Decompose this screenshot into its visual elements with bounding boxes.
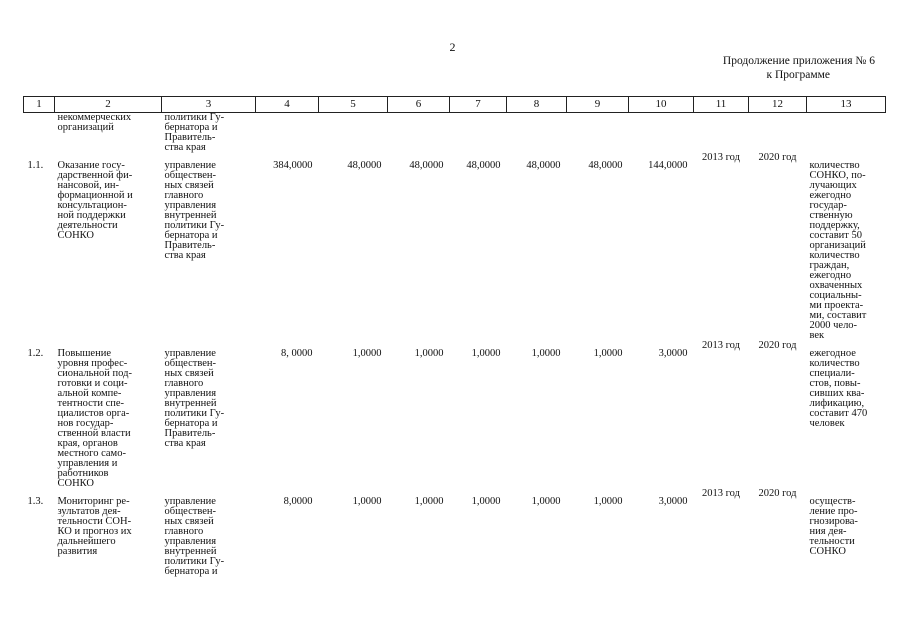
header-cell: 5 (319, 97, 388, 113)
value-2014: 1,0000 (414, 496, 444, 507)
start-year: 2013 год (702, 488, 740, 499)
header-cell: 2 (55, 97, 162, 113)
value-2017: 48,0000 (588, 160, 623, 171)
value-2017: 1,0000 (593, 496, 623, 507)
value-2014: 1,0000 (414, 348, 444, 359)
value-2016: 1,0000 (531, 496, 561, 507)
header-cell: 9 (567, 97, 629, 113)
expected-result: осуществ- ление про- гнозирова- ния дея- тельности СОНКО (809, 496, 858, 557)
table-row (24, 153, 886, 341)
start-year: 2013 год (702, 152, 740, 163)
header-cell: 12 (749, 97, 807, 113)
header-cell: 3 (162, 97, 256, 113)
value-2018-2020: 3,0000 (658, 496, 688, 507)
item-executor: управление обществен- ных связей главного управления внутренней политики Гу- бернатора и Правитель- ства края (164, 160, 225, 261)
item-executor: управление обществен- ных связей главного управления внутренней политики Гу- бернатора и (164, 496, 225, 577)
item-executor: управление обществен- ных связей главного управления внутренней политики Гу- бернатора и Правитель- ства края (164, 348, 225, 449)
continuation-executor: политики Гу- бернатора и Правитель- ства края (164, 112, 225, 153)
header-cell: 1 (24, 97, 55, 113)
expected-result: количество СОНКО, по- лучающих ежегодно государ- ственную поддержку, составит 50 организаций количество граждан, ежегодно охваченных социальны- ми проекта- ми, составит 2000 чело- век (809, 160, 867, 341)
value-2015: 1,0000 (471, 496, 501, 507)
row-number: 1.2. (27, 348, 44, 359)
header-cell: 11 (694, 97, 749, 113)
header-cell: 7 (450, 97, 507, 113)
value-2015: 1,0000 (471, 348, 501, 359)
end-year: 2020 год (758, 340, 797, 351)
appendix-line-1: Продолжение приложения № 6 (722, 55, 875, 67)
value-2014: 48,0000 (409, 160, 444, 171)
table-row (24, 341, 886, 489)
header-cell: 10 (629, 97, 694, 113)
item-name: Оказание госу- дарственной фи- нансовой, ин- формационной и консультацион- ной поддержки деятельности СОНКО (57, 160, 133, 241)
value-total: 8,0000 (283, 496, 313, 507)
end-year: 2020 год (758, 488, 797, 499)
value-2018-2020: 144,0000 (648, 160, 688, 171)
value-2015: 48,0000 (466, 160, 501, 171)
end-year: 2020 год (758, 152, 797, 163)
header-cell: 8 (507, 97, 567, 113)
item-name: Мониторинг ре- зультатов дея- тельности СОН- КО и прогноз их дальнейшего развития (57, 496, 132, 557)
table-row (24, 489, 886, 577)
program-table (23, 96, 886, 577)
row-number: 1.1. (27, 160, 44, 171)
value-2017: 1,0000 (593, 348, 623, 359)
header-cell: 4 (256, 97, 319, 113)
value-2016: 48,0000 (526, 160, 561, 171)
item-name: Повышение уровня профес- сиональной под- готовки и соци- альной компе- тентности спе- циалистов орга- нов государ- ственной власти края, органов местного само- управления и работников СОНКО (57, 348, 132, 489)
page-number: 2 (449, 40, 456, 54)
appendix-line-2: к Программе (766, 69, 830, 81)
header-cell: 6 (388, 97, 450, 113)
value-2018-2020: 3,0000 (658, 348, 688, 359)
value-2013: 1,0000 (352, 496, 382, 507)
row-number: 1.3. (27, 496, 44, 507)
start-year: 2013 год (702, 340, 740, 351)
header-cell: 13 (807, 97, 886, 113)
appendix-caption (723, 54, 875, 82)
continuation-name: некоммерческих организаций (57, 112, 132, 133)
continuation-row (24, 113, 886, 154)
value-2013: 48,0000 (347, 160, 382, 171)
header-row (24, 97, 886, 113)
expected-result: ежегодное количество специали- стов, повы- сивших ква- лификацию, составит 470 человек (809, 348, 868, 429)
value-total: 384,0000 (273, 160, 313, 171)
value-2016: 1,0000 (531, 348, 561, 359)
value-total: 8, 0000 (281, 348, 313, 359)
value-2013: 1,0000 (352, 348, 382, 359)
